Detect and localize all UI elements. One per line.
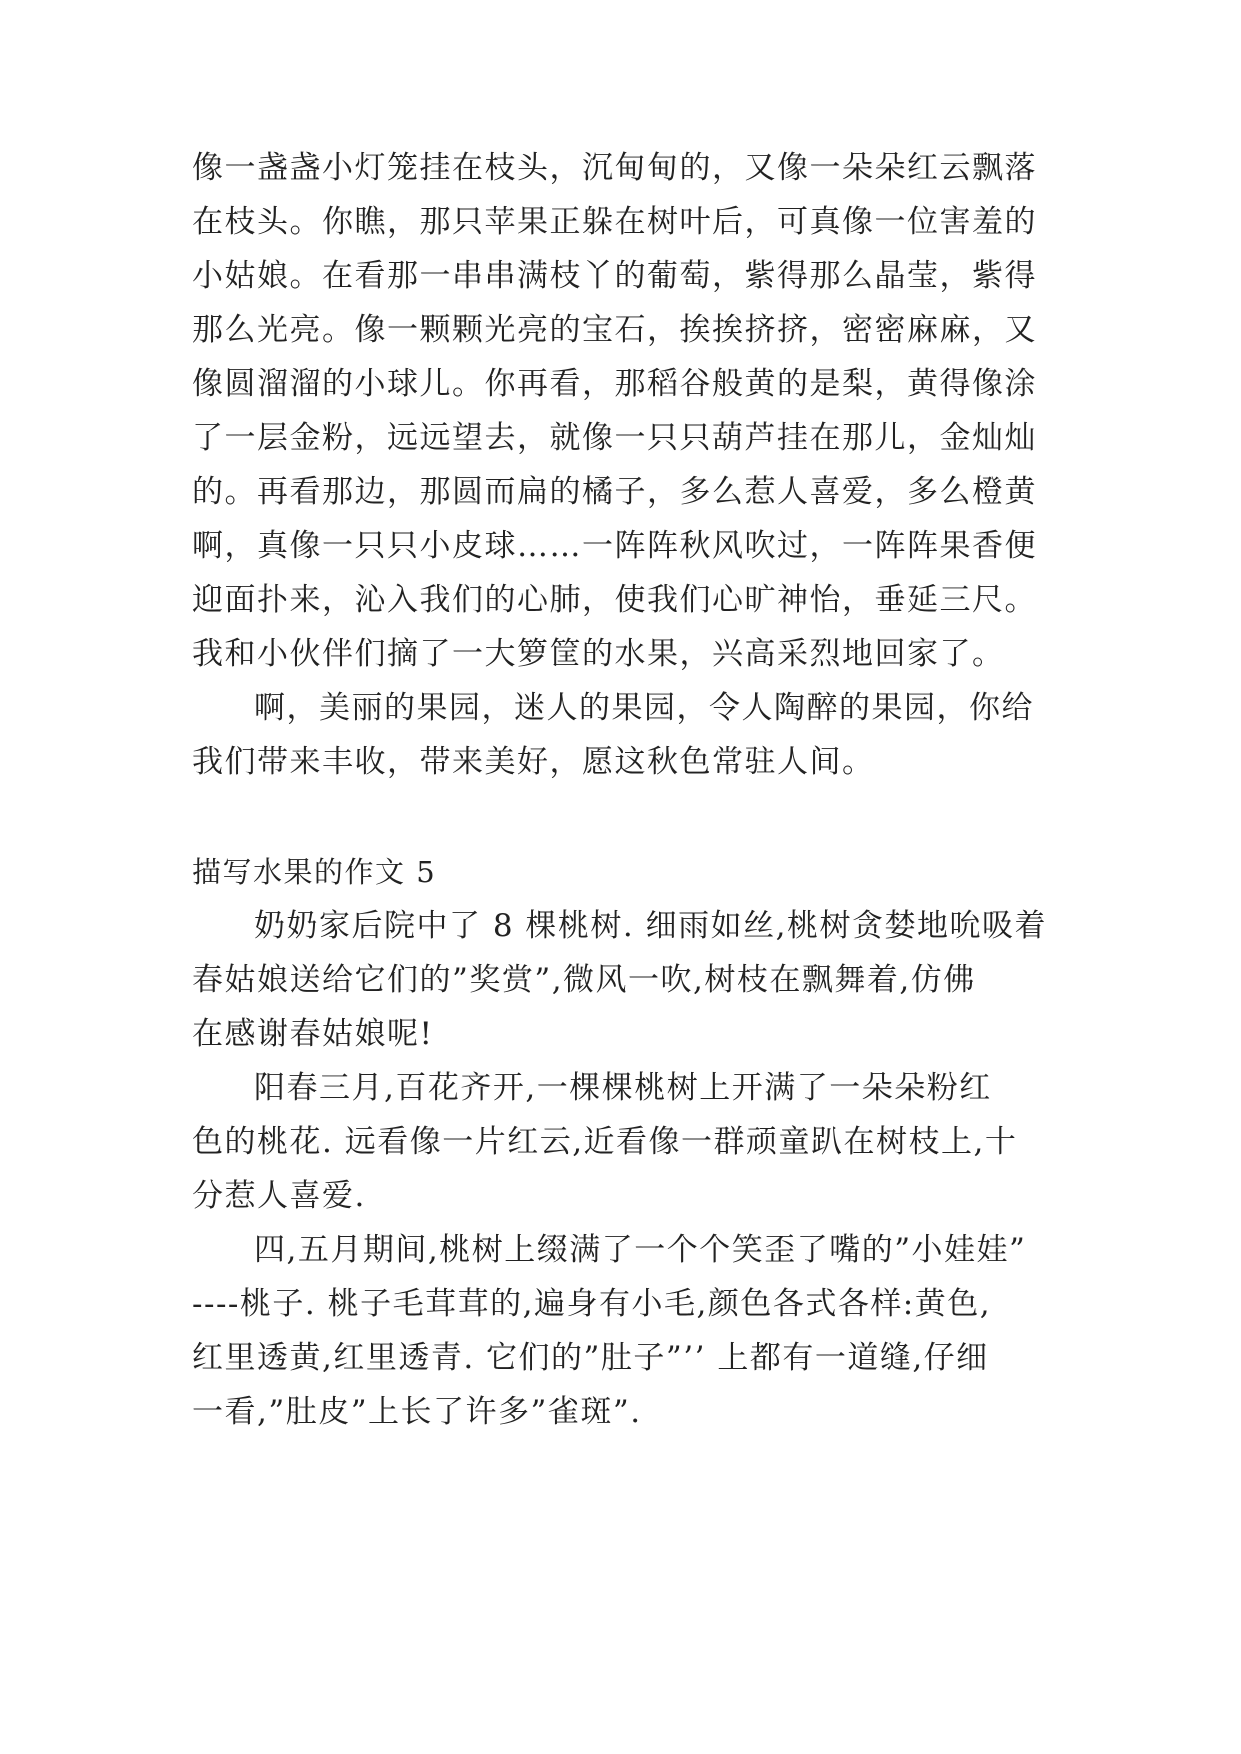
paragraph-line: 迎面扑来，沁入我们的心肺，使我们心旷神怡，垂延三尺。 [192,582,1037,618]
paragraph-line: 那么光亮。像一颗颗光亮的宝石，挨挨挤挤，密密麻麻，又 [192,312,1037,348]
paragraph-line: 色的桃花. 远看像一片红云,近看像一群顽童趴在树枝上,十 [192,1124,1018,1160]
paragraph-line: 分惹人喜爱. [192,1178,366,1214]
paragraph-line: 小姑娘。在看那一串串满枝丫的葡萄，紫得那么晶莹，紫得 [192,258,1037,294]
paragraph-line: 四,五月期间,桃树上缀满了一个个笑歪了嘴的”小娃娃” [254,1232,1027,1268]
section-heading: 描写水果的作文 5 [192,855,437,889]
paragraph-line: 我和小伙伴们摘了一大箩筐的水果，兴高采烈地回家了。 [192,636,1005,672]
paragraph-line: 在枝头。你瞧，那只苹果正躲在树叶后，可真像一位害羞的 [192,204,1037,240]
paragraph-line: 红里透黄,红里透青. 它们的”肚子”’’ 上都有一道缝,仔细 [192,1340,989,1376]
paragraph-line: 啊，美丽的果园，迷人的果园，令人陶醉的果园，你给 [254,690,1034,726]
paragraph-line: 像一盏盏小灯笼挂在枝头，沉甸甸的，又像一朵朵红云飘落 [192,150,1037,186]
paragraph-line: ----桃子. 桃子毛茸茸的,遍身有小毛,颜色各式各样:黄色, [192,1286,992,1322]
paragraph-line: 在感谢春姑娘呢! [192,1016,434,1052]
paragraph-line: 阳春三月,百花齐开,一棵棵桃树上开满了一朵朵粉红 [254,1070,992,1106]
paragraph-line: 的。再看那边，那圆而扁的橘子，多么惹人喜爱，多么橙黄 [192,474,1037,510]
paragraph-line: 啊，真像一只只小皮球……一阵阵秋风吹过，一阵阵果香便 [192,528,1037,564]
paragraph-line: 一看,”肚皮”上长了许多”雀斑”. [192,1394,642,1430]
paragraph-line: 春姑娘送给它们的”奖赏”,微风一吹,树枝在飘舞着,仿佛 [192,962,976,998]
paragraph-line: 我们带来丰收，带来美好，愿这秋色常驻人间。 [192,744,875,780]
paragraph-line: 了一层金粉，远远望去，就像一只只葫芦挂在那儿，金灿灿 [192,420,1037,456]
paragraph-line: 像圆溜溜的小球儿。你再看，那稻谷般黄的是梨，黄得像涂 [192,366,1037,402]
paragraph-line: 奶奶家后院中了 8 棵桃树. 细雨如丝,桃树贪婪地吮吸着 [254,908,1047,944]
